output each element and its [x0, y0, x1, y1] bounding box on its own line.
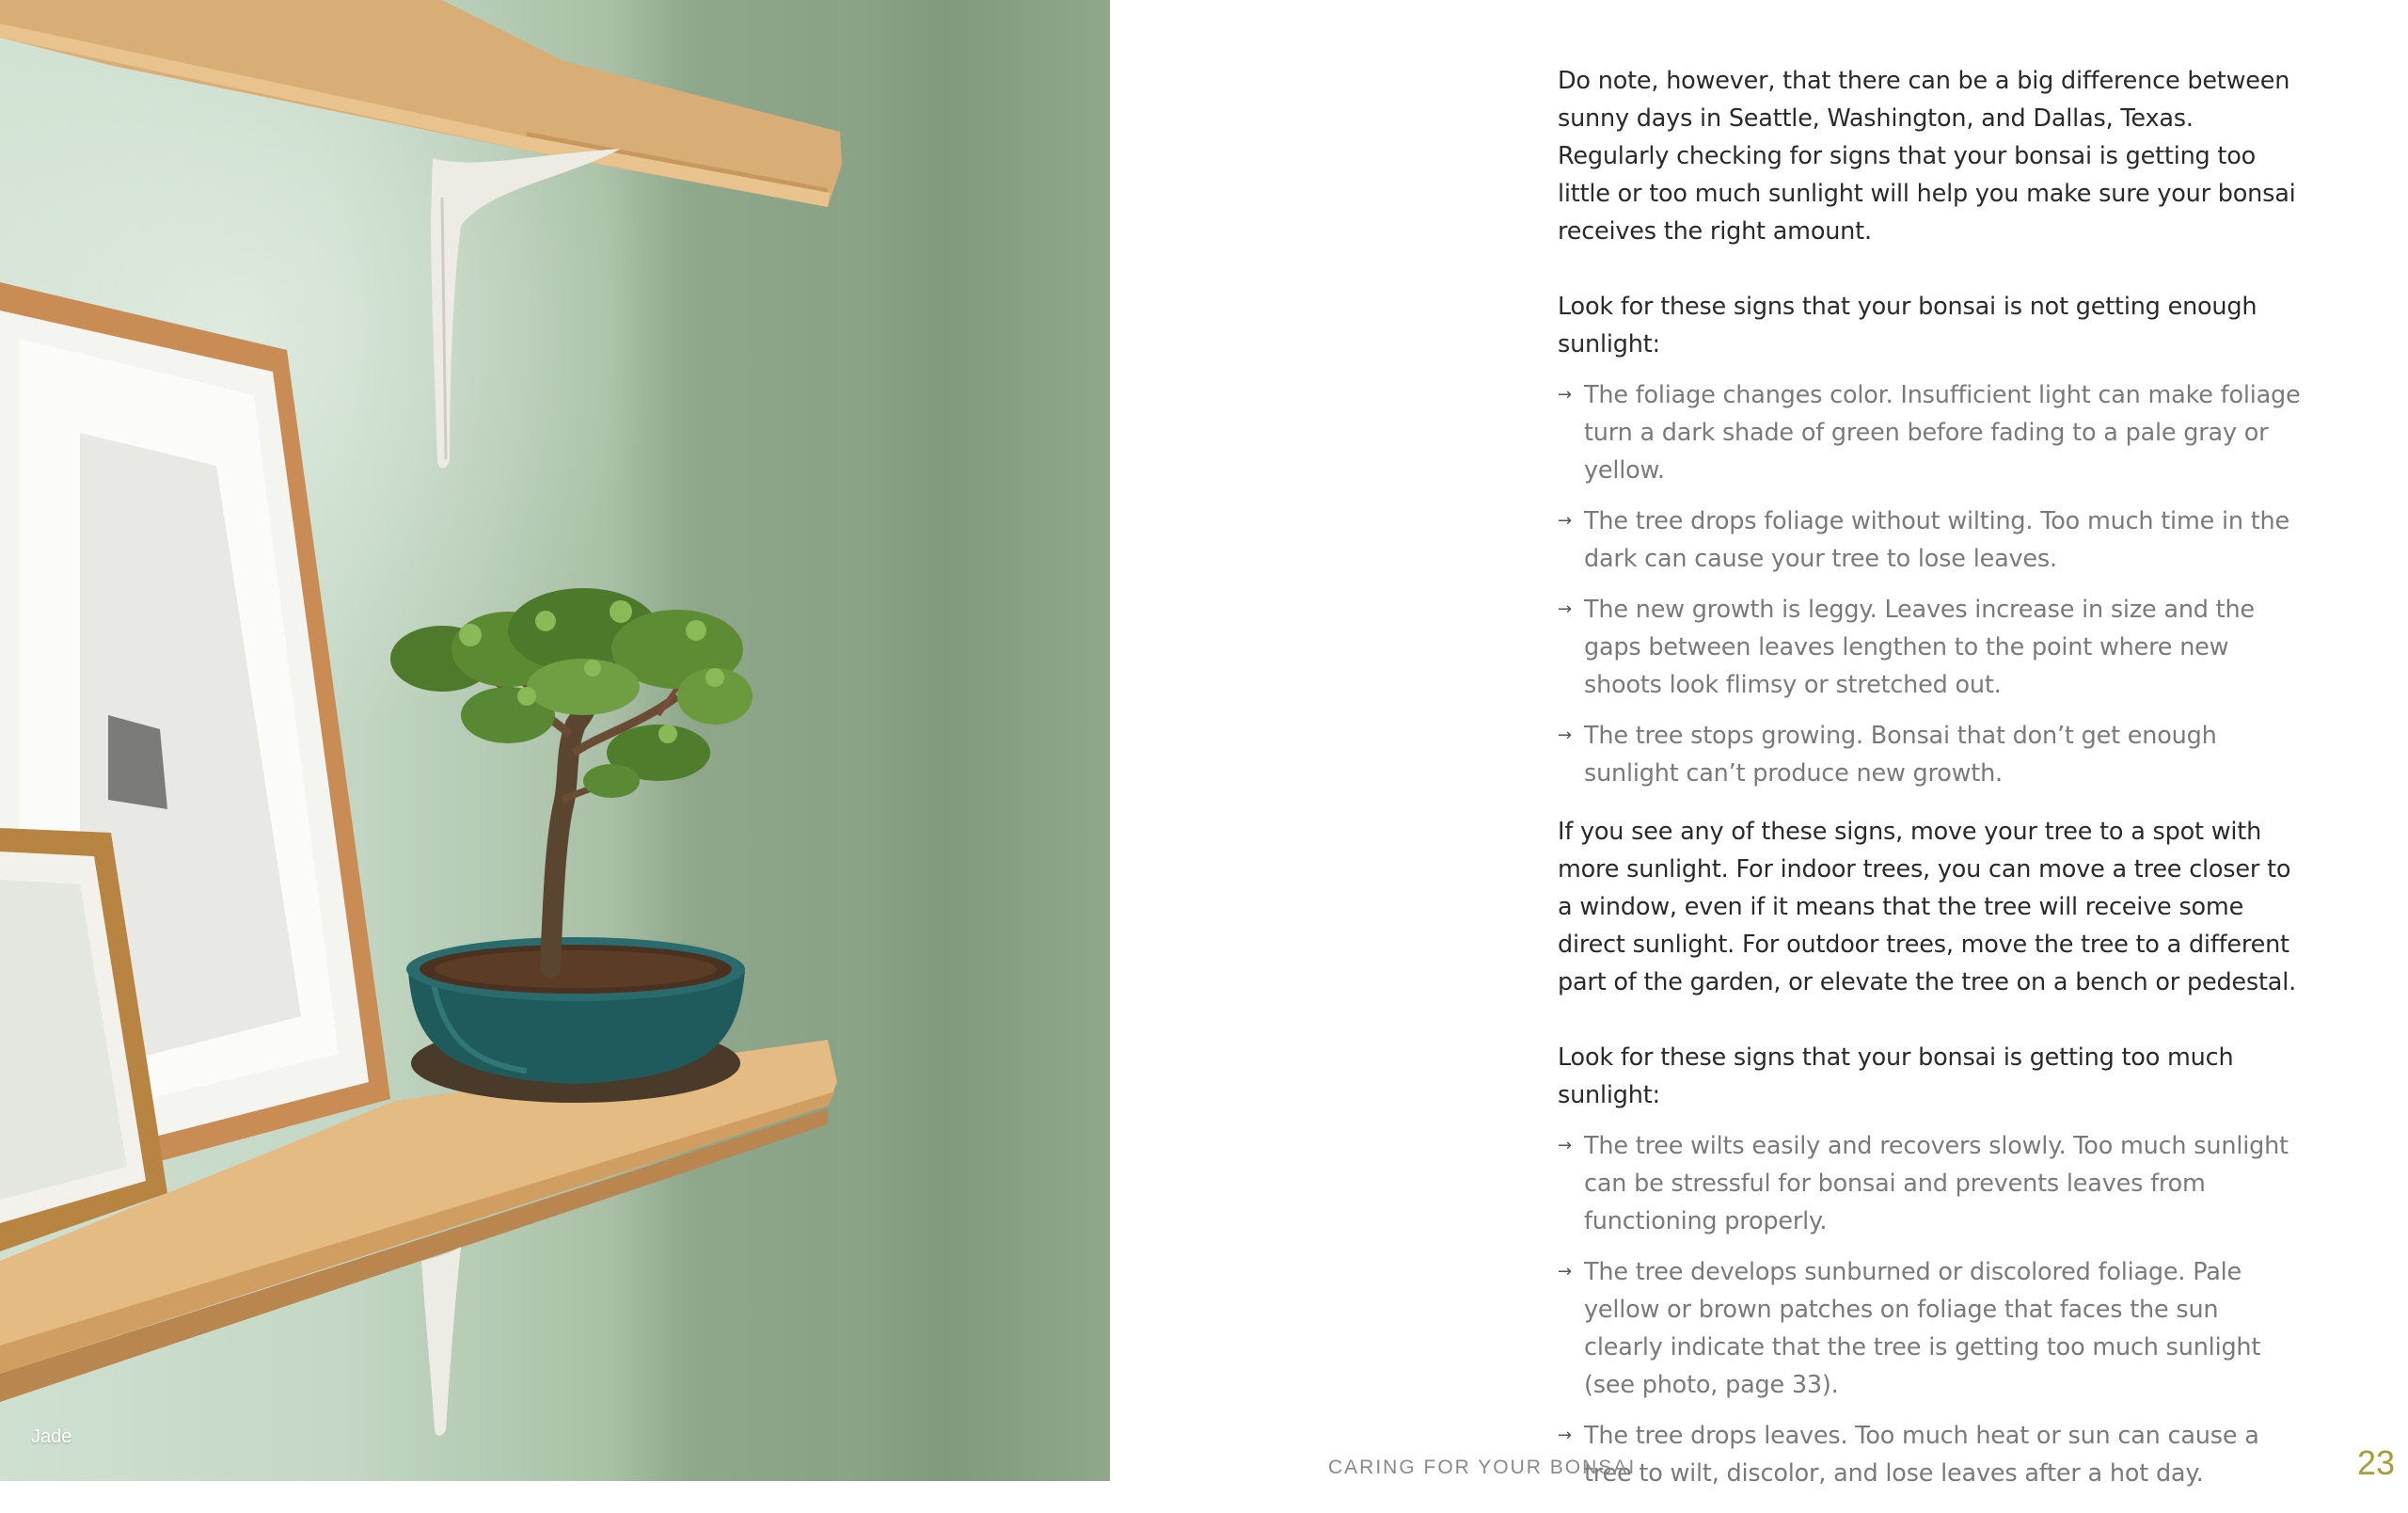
- paragraph-sunny-days: Do note, however, that there can be a big difference between sunny days in Seattle, Washington, and Dallas, Texas. Regularly checking for signs that your bonsai is getting too little or too much sunlight will help you make sure your bonsai receives the right amount.: [1558, 67, 2296, 246]
- list-item: → The tree develops sunburned or discolored foliage. Pale yellow or brown patches on foliage that faces the sun clearly indicate that the tree is getting too much sunlight (see photo, page 33).: [1558, 1253, 2301, 1404]
- arrow-icon: →: [1558, 599, 1572, 619]
- paragraph-move-tree: If you see any of these signs, move your tree to a spot with more sunlight. For indoor trees, you can move a tree closer to a window, even if it means that the tree will receive some direct sunlight. For outdoor trees, move the tree to a different part of the garden, or elevate the tree on a bench or pedestal.: [1558, 818, 2297, 996]
- arrow-icon: →: [1558, 1262, 1572, 1282]
- list-item: → The tree stops growing. Bonsai that don’t get enough sunlight can’t produce new growth.: [1558, 717, 2301, 792]
- photo-caption: Jade: [31, 1426, 72, 1447]
- paragraph-not-enough-intro: Look for these signs that your bonsai is not getting enough sunlight:: [1558, 293, 2258, 358]
- not-enough-sunlight-list: [1558, 376, 2301, 792]
- list-item: → The tree wilts easily and recovers slowly. Too much sunlight can be stressful for bonsai and prevents leaves from functioning properly.: [1558, 1127, 2301, 1240]
- arrow-icon: →: [1558, 385, 1572, 405]
- page-body: [1558, 62, 2301, 1513]
- paragraph-too-much-intro: Look for these signs that your bonsai is getting too much sunlight:: [1558, 1043, 2234, 1109]
- arrow-icon: →: [1558, 1425, 1572, 1445]
- page-number: 23: [2357, 1443, 2396, 1482]
- arrow-icon: →: [1558, 511, 1572, 531]
- arrow-icon: →: [1558, 1136, 1572, 1155]
- arrow-icon: →: [1558, 725, 1572, 745]
- list-item: → The foliage changes color. Insufficient light can make foliage turn a dark shade of green before fading to a pale gray or yellow.: [1558, 376, 2301, 489]
- list-item: → The new growth is leggy. Leaves increase in size and the gaps between leaves lengthen to the point where new shoots look flimsy or stretched out.: [1558, 591, 2301, 704]
- top-bracket: [431, 149, 621, 469]
- list-item: → The tree drops leaves. Too much heat or sun can cause a tree to wilt, discolor, and lose leaves after a hot day.: [1558, 1417, 2301, 1492]
- bonsai-pot: [406, 937, 745, 1103]
- bottom-bracket: [421, 1247, 461, 1436]
- shelf-scene-illustration: [0, 0, 1110, 1481]
- running-footer: CARING FOR YOUR BONSAI: [1328, 1457, 1637, 1478]
- bonsai-photo: [0, 0, 1110, 1481]
- list-item: → The tree drops foliage without wilting. Too much time in the dark can cause your tree to lose leaves.: [1558, 502, 2301, 578]
- top-shelf: [0, 0, 842, 207]
- too-much-sunlight-list: [1558, 1127, 2301, 1492]
